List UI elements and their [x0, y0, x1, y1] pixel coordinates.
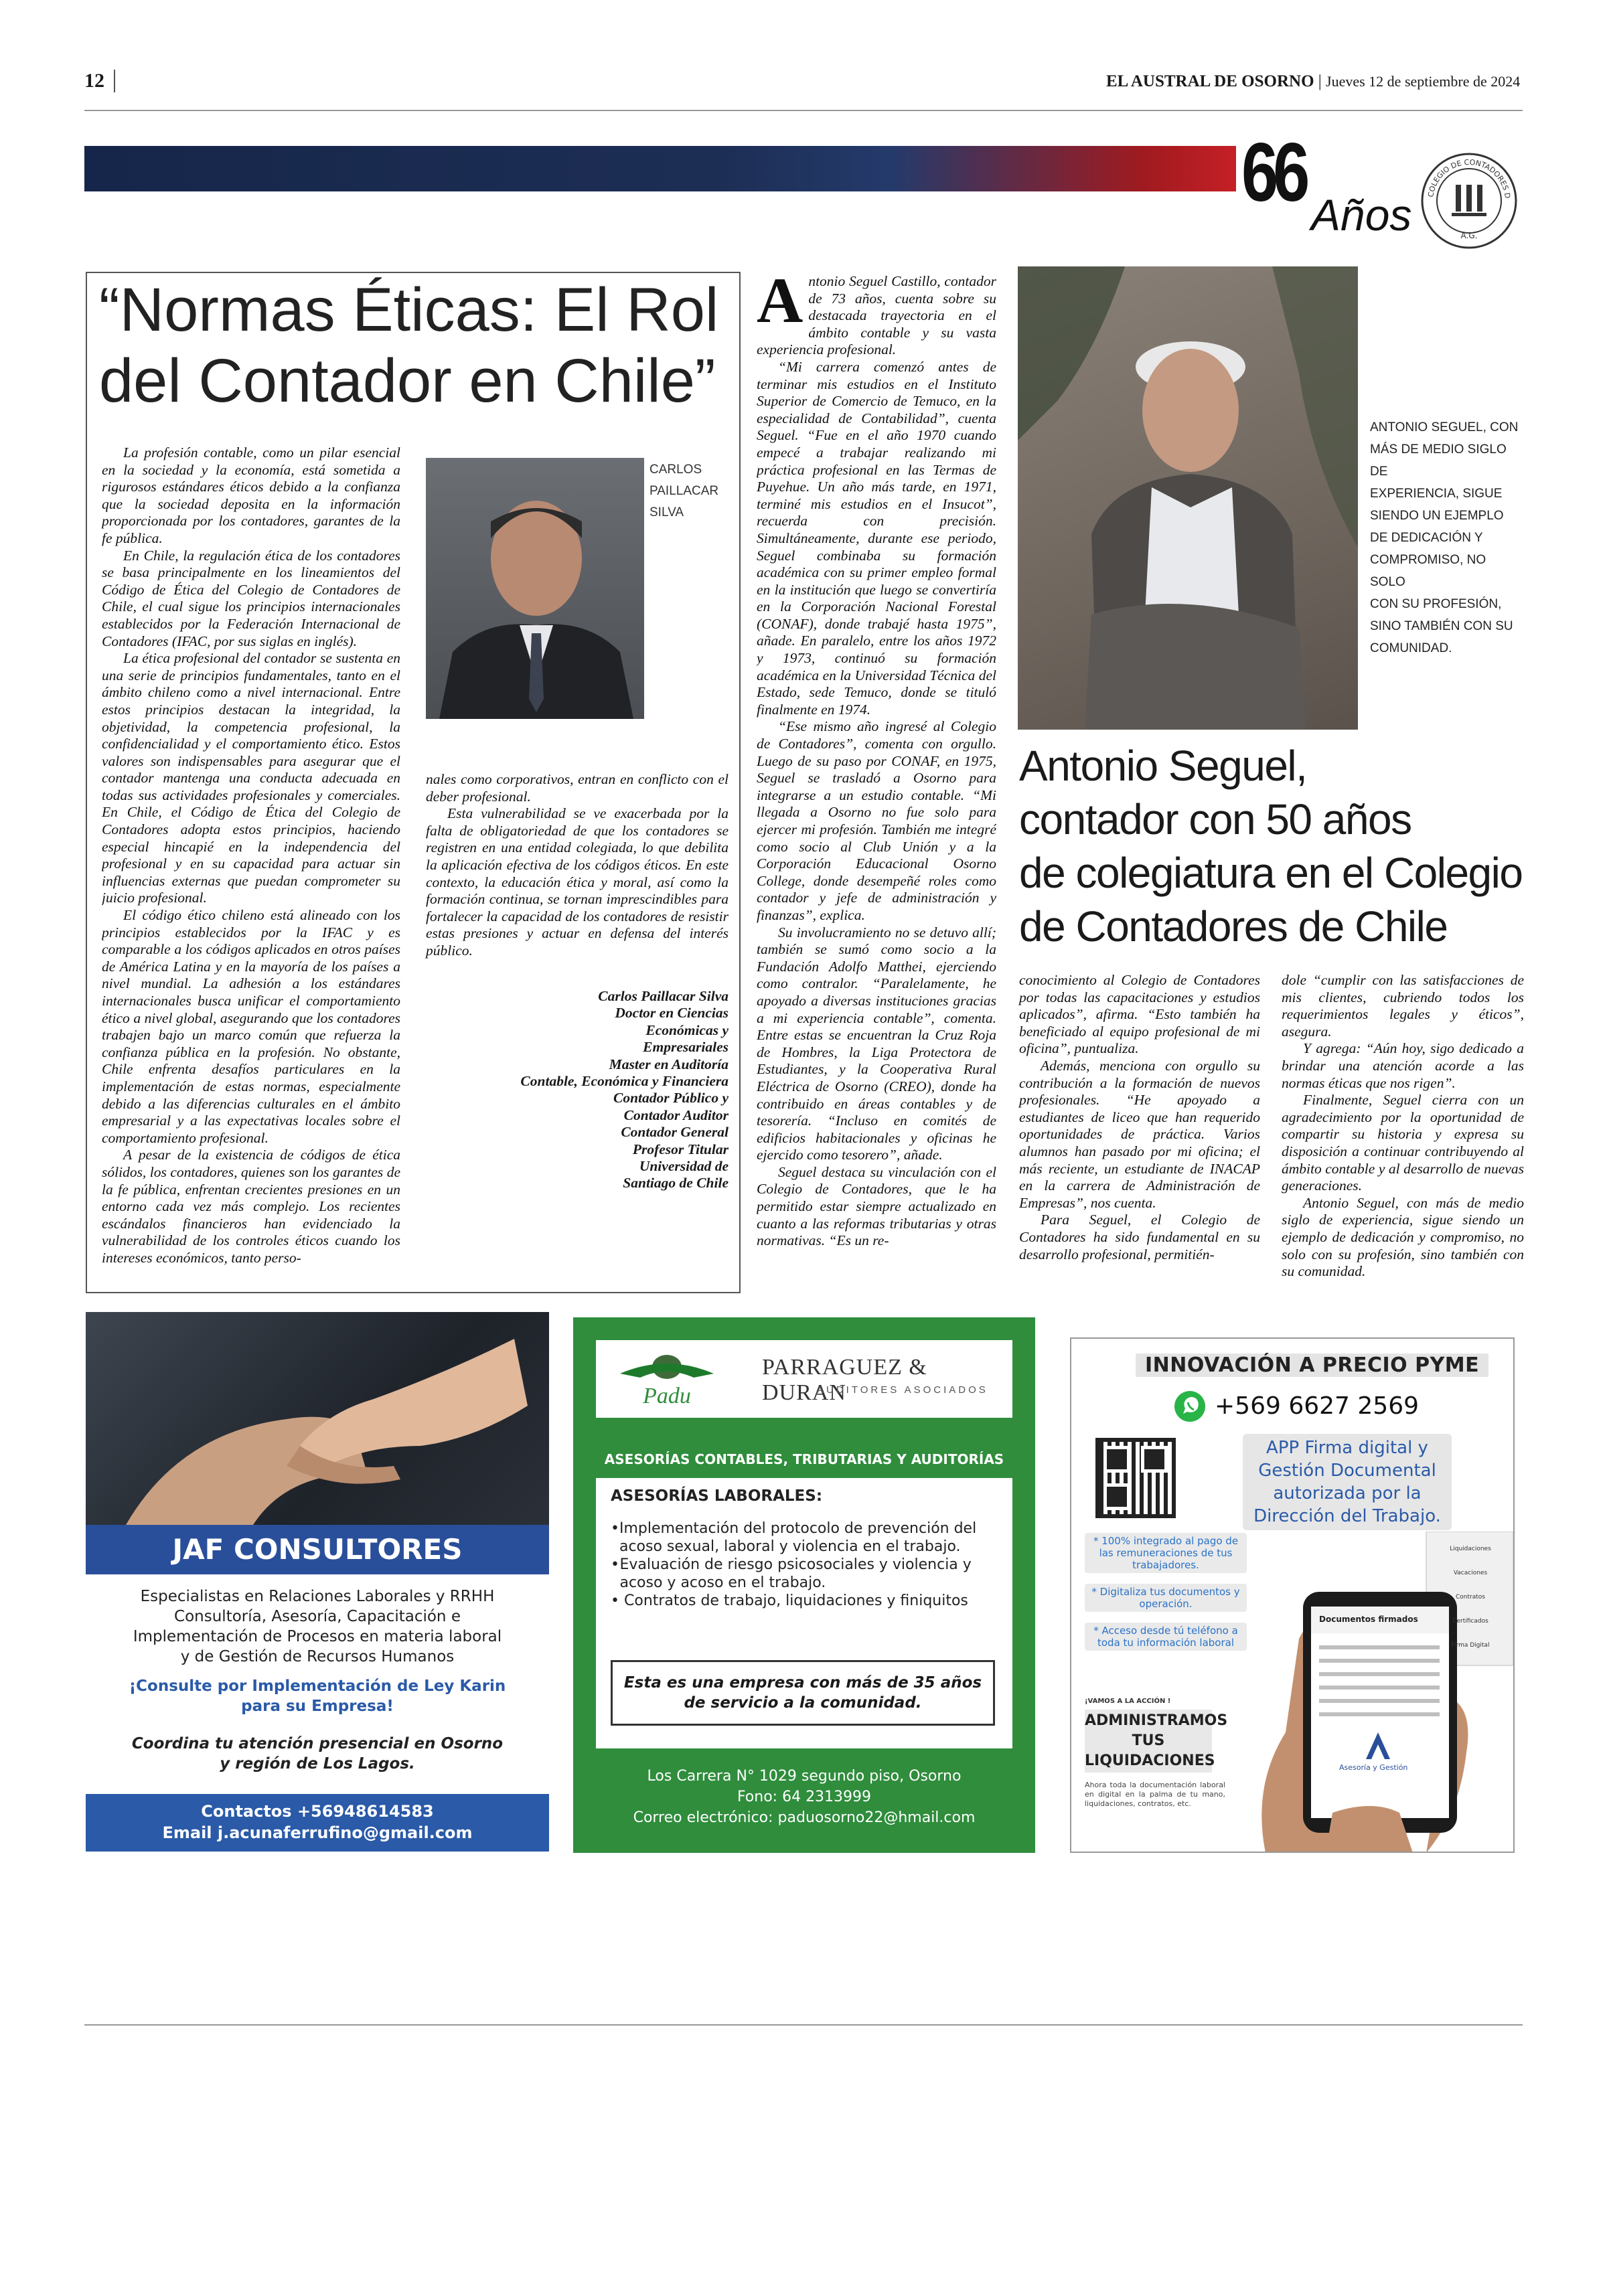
opinion-paragraph: A pesar de la existencia de códigos de ética sólidos, los contadores, quienes son los garantes de la fe pública, enfrentan crecientes presiones en un entorno cada vez más complejo. Los recientes escándalos financieros han evidenciado la vulnerabilidad de los controles éticos cuando los intereses económicos, tanto perso-: [102, 1147, 400, 1266]
opinion-paragraph: El código ético chileno está alineado con los principios establecidos por la IFAC y es comparable a los códigos aplicados en otros países de América Latina y en la mayoría de los países a nivel mundial. La adhesión a los estándares internacionales busca unificar el comportamiento ético a nivel global, asegurando que los contadores trabajen bajo un marco común que refuerza la confianza pública en la profesión. No obstante, Chile enfrenta desafíos particulares en la implementación de estas normas, especialmente debido a las diferencias culturales en el ámbito empresarial y a las expectativas locales sobre el comportamiento profesional.: [102, 907, 400, 1146]
ad-jaf-consultores: [86, 1312, 549, 1852]
phone-side-item: Contratos: [1456, 1594, 1485, 1601]
firma-whatsapp-number: +569 6627 2569: [1215, 1392, 1419, 1420]
feature-column-2: [1019, 972, 1260, 1263]
jaf-coordination: [86, 1734, 549, 1774]
headline-line: de Contadores de Chile: [1019, 902, 1448, 951]
opinion-signature: [469, 988, 729, 1192]
padu-firm-sub: AUDITORES ASOCIADOS: [817, 1384, 988, 1396]
firma-call-small: ¡VAMOS A LA ACCIÓN !: [1085, 1698, 1171, 1705]
caption-line: COMPROMISO, NO SOLO: [1370, 553, 1486, 589]
feature-paragraph: Su involucramiento no se detuvo allí; también se sumó como socio a la Fundación Adolfo Matthei, ejerciendo como contralor. “Paralelamente, he apoyado a diversas instituciones gracias a mi experiencia contable”, comenta. Entre estas se encuentran la Cruz Roja de Hombres, la Liga Protectora de Estudiantes, y la Cooperativa Rural Eléctrica de Osorno (CREO), donde ha contribuido en áreas contables y de tesorería. “Incluso en comités de edificios habitacionales y oficinas he ejercido como tesorero”, añade.: [757, 924, 996, 1163]
header-rule: [84, 110, 1523, 111]
headline-line: contador con 50 años: [1019, 795, 1411, 843]
opinion-paragraph: nales como corporativos, entran en conflicto con el deber profesional.: [426, 771, 729, 805]
qr-code: [1095, 1438, 1176, 1518]
headline-line: Antonio Seguel,: [1019, 742, 1307, 790]
firma-admin-line: TUS: [1132, 1732, 1165, 1749]
feature-paragraph: conocimiento al Colegio de Contadores por todas las capacitaciones y estudios aplicados”, afirma. “Esto también ha beneficiado al equipo profesional de mi oficina”, puntualiza.: [1019, 972, 1260, 1057]
jaf-email: Email j.acunaferrufino@gmail.com: [162, 1823, 473, 1842]
opinion-title: [99, 274, 742, 416]
jaf-cta-line: ¡Consulte por Implementación de Ley Karin: [129, 1677, 506, 1695]
padu-services-bar: ASESORÍAS CONTABLES, TRIBUTARIAS Y AUDITORÍAS: [604, 1451, 1004, 1467]
carlos-paillacar-photo: [426, 458, 644, 719]
phone-illustration: [1225, 1532, 1513, 1853]
jaf-cta-line: para su Empresa!: [241, 1698, 394, 1715]
signature-line: Profesor Titular: [632, 1141, 729, 1157]
phone-header-text: Documentos firmados: [1319, 1615, 1418, 1624]
feature-paragraph: Y agrega: “Aún hoy, sigo dedicado a brindar una atención acorde a las normas éticas que nos rigen”.: [1282, 1040, 1524, 1091]
padu-labor-title: ASESORÍAS LABORALES:: [611, 1487, 823, 1505]
publication-name: EL AUSTRAL DE OSORNO | Jueves 12 de septiembre de 2024: [1106, 72, 1521, 90]
feature-paragraph: Antonio Seguel, con más de medio siglo de experiencia, sigue siendo un ejemplo de dedicación y compromiso, no solo con su profesión, sino también con su comunidad.: [1282, 1194, 1524, 1280]
jaf-desc-line: Implementación de Procesos en materia laboral: [133, 1628, 502, 1645]
opinion-column-1: [102, 444, 400, 1287]
opinion-title-line2: del Contador en Chile”: [99, 347, 716, 415]
signature-line: Carlos Paillacar Silva: [598, 988, 729, 1004]
jaf-description: [86, 1586, 549, 1667]
firma-footnote: Ahora toda la documentación laboral en digital en la palma de tu mano, liquidaciones, contratos, etc.: [1085, 1781, 1225, 1808]
firma-admin-line: ADMINISTRAMOS: [1085, 1712, 1228, 1729]
opinion-paragraph: Esta vulnerabilidad se ve exacerbada por la falta de obligatoriedad de que los contadores se registren en una entidad colegiada, lo que debilita la aplicación efectiva de los códigos éticos. En este contexto, la educación ética y moral, así como la formación continua, se tornan imprescindibles para fortalecer la capacidad de los contadores de resistir estas presiones y actuar en defensa del interés público.: [426, 805, 729, 959]
publication-date: Jueves 12 de septiembre de 2024: [1326, 73, 1521, 90]
opinion-paragraph: En Chile, la regulación ética de los contadores se basa principalmente en los lineamientos del Código de Ética del Colegio de Contadores de Chile, el cual sigue los principios internacionales establecidos por la Federación Internacional de Contadores (IFAC, por sus siglas en inglés).: [102, 547, 400, 649]
signature-line: Económicas y: [645, 1021, 729, 1038]
jaf-coord-line: y región de Los Lagos.: [220, 1755, 415, 1773]
signature-line: Contador Auditor: [623, 1106, 729, 1123]
signature-line: Universidad de: [639, 1158, 729, 1175]
caption-line: DE DEDICACIÓN Y: [1370, 531, 1483, 545]
firma-features: [1085, 1533, 1247, 1651]
firma-app-line: APP Firma digital y: [1266, 1438, 1428, 1458]
feature-paragraph: Finalmente, Seguel cierra con un agradecimiento por la oportunidad de compartir su historia y expresa su disposición a continuar contribuyendo al ámbito contable y al desarrollo de nuevas generaciones.: [1282, 1092, 1524, 1194]
feature-paragraph: Antonio Seguel Castillo, contador de 73 años, cuenta sobre su destacada trayectoria en el ámbito contable y su vasta experiencia profesional.: [757, 273, 996, 358]
padu-bullet: • Implementación del protocolo de prevención del acoso sexual, laboral y violencia en el trabajo.: [611, 1520, 977, 1555]
opinion-paragraph: La profesión contable, como un pilar esencial en la sociedad y la economía, está sometida a rigurosos estándares éticos debido a la confianza que la sociedad deposita en la información proporcionada por los contadores, garantes de la fe pública.: [102, 444, 400, 546]
feature-headline: [1019, 739, 1528, 953]
jaf-coord-line: Coordina tu atención presencial en Osorno: [131, 1735, 504, 1752]
firma-feature: * Acceso desde tú teléfono a toda tu información laboral: [1085, 1623, 1247, 1651]
firma-headline: INNOVACIÓN A PRECIO PYME: [1136, 1354, 1488, 1377]
feature-dropcap: A: [757, 273, 804, 336]
caption-line: COMUNIDAD.: [1370, 641, 1452, 655]
feature-column-3: [1282, 972, 1524, 1281]
feature-column-1: [757, 273, 996, 1293]
svg-text:A.G.: A.G.: [1460, 231, 1478, 240]
whatsapp-icon: [1173, 1390, 1207, 1423]
phone-side-item: Liquidaciones: [1450, 1546, 1491, 1552]
ad-parraguez-duran: [573, 1317, 1035, 1853]
signature-line: Contable, Económica y Financiera: [520, 1073, 729, 1090]
padu-logo-word: Padu: [643, 1384, 691, 1408]
padu-labor-panel: [596, 1478, 1012, 1748]
caption-line: SINO TAMBIÉN CON SU: [1370, 619, 1513, 633]
padu-bullet: • Evaluación de riesgo psicosociales y violencia y acoso y acoso en el trabajo.: [611, 1556, 972, 1591]
padu-address: Los Carrera N° 1029 segundo piso, Osorno: [647, 1768, 962, 1785]
ad-firma-digital: [1070, 1337, 1515, 1853]
carlos-photo-caption: [649, 459, 718, 523]
caption-line: CARLOS: [649, 463, 702, 477]
padu-bullet: • Contratos de trabajo, liquidaciones y finiquitos: [611, 1592, 968, 1609]
jaf-title-bar: JAF CONSULTORES: [86, 1525, 549, 1574]
firma-app-line: Gestión Documental: [1258, 1461, 1436, 1481]
feature-paragraph: “Ese mismo año ingresé al Colegio de Contadores”, comenta con orgullo. Luego de su paso por CONAF, en 1975, Seguel se trasladó a Osorno para integrarse a un estudio contable. “Mi llegada a Osorno no fue solo para ejercer mi profesión. También me integré como socio al Club Unión y a la Corporación Educacional Osorno College, donde desempeñé roles como contador y jefe de administración y finanzas”, explica.: [757, 718, 996, 923]
page-number: 12: [84, 70, 104, 92]
padu-bullet-list: [611, 1520, 999, 1610]
phone-logo-text: Asesoría y Gestión: [1339, 1763, 1408, 1772]
jaf-phone: Contactos +56948614583: [201, 1802, 434, 1821]
anniversary-number: 66: [1241, 127, 1305, 219]
padu-firm-name: PARRAGUEZ & DURAN: [762, 1355, 927, 1405]
phone-side-item: Firma Digital: [1451, 1642, 1490, 1649]
firma-app-line: autorizada por la: [1273, 1483, 1422, 1503]
caption-line: MÁS DE MEDIO SIGLO DE: [1370, 442, 1507, 479]
phone-side-item: Certificados: [1452, 1618, 1488, 1625]
firma-admin-line: LIQUIDACIONES: [1085, 1752, 1215, 1769]
opinion-column-2: [426, 771, 729, 960]
signature-line: Santiago de Chile: [623, 1175, 729, 1192]
headline-line: de colegiatura en el Colegio: [1019, 849, 1523, 897]
page-number-divider: [114, 70, 115, 92]
phone-side-item: Vacaciones: [1453, 1570, 1488, 1576]
firma-feature: * Digitaliza tus documentos y operación.: [1085, 1584, 1247, 1612]
jaf-desc-line: y de Gestión de Recursos Humanos: [180, 1648, 455, 1665]
jaf-desc-line: Especialistas en Relaciones Laborales y RRHH: [140, 1588, 495, 1605]
jaf-contact-bar: [86, 1794, 549, 1852]
feature-paragraph: Para Seguel, el Colegio de Contadores ha sido fundamental en su desarrollo profesional, permitién-: [1019, 1212, 1260, 1262]
antonio-seguel-photo: [1018, 266, 1358, 730]
svg-text:COLEGIO DE CONTADORES DE CHILE: COLEGIO DE CONTADORES D: [1426, 157, 1512, 199]
jaf-desc-line: Consultoría, Asesoría, Capacitación e: [174, 1608, 461, 1625]
feature-paragraph: Seguel destaca su vinculación con el Colegio de Contadores, que le ha permitido estar siempre actualizado en cuanto a las reformas tributarias y otras normativas. “Es un re-: [757, 1163, 996, 1249]
padu-experience-box: [611, 1660, 995, 1726]
caption-line: PAILLACAR: [649, 484, 719, 498]
caption-line: SIENDO UN EJEMPLO: [1370, 509, 1504, 523]
signature-line: Contador Público y: [613, 1090, 729, 1106]
padu-contact: [573, 1766, 1035, 1828]
bottom-rule: [84, 2024, 1523, 2026]
padu-logo-panel: [596, 1340, 1012, 1418]
section-banner-bar: [84, 146, 1236, 191]
signature-line: Doctor en Ciencias: [615, 1005, 729, 1021]
firma-app-line: Dirección del Trabajo.: [1253, 1506, 1441, 1526]
handshake-photo: [86, 1312, 549, 1525]
phone-side-menu: [1430, 1537, 1511, 1657]
anniversary-word: Años: [1311, 190, 1412, 240]
firma-feature: * 100% integrado al pago de las remuneraciones de tus trabajadores.: [1085, 1533, 1247, 1573]
padu-logo-icon: [613, 1347, 720, 1411]
padu-experience-line: de servicio a la comunidad.: [684, 1694, 922, 1712]
opinion-title-line1: “Normas Éticas: El Rol: [99, 276, 719, 344]
signature-line: Master en Auditoría: [609, 1056, 729, 1072]
feature-paragraph: dole “cumplir con las satisfacciones de mis clientes, cubriendo todos los requerimientos legales y éticos”, asegura.: [1282, 972, 1524, 1040]
jaf-cta: [86, 1676, 549, 1716]
opinion-paragraph: La ética profesional del contador se sustenta en una serie de principios fundamentales, tanto en el ámbito chileno como a nivel internacional. Entre estos principios destacan la integridad, la objetividad, la competencia profesional, la confidencialidad y el comportamiento ético. Estos valores son indispensables para asegurar que el contador mantenga una conducta adecuada en todas sus actividades profesionales y comerciales. En Chile, el Código de Ética del Colegio de Contadores adopta estos principios, haciendo especial hincapié en la independencia del profesional y en su capacidad para actuar sin influencias externas que puedan comprometer su juicio profesional.: [102, 650, 400, 906]
signature-line: Contador General: [621, 1124, 729, 1141]
caption-line: EXPERIENCIA, SIGUE: [1370, 487, 1503, 501]
caption-line: ANTONIO SEGUEL, CON: [1370, 420, 1519, 434]
antonio-photo-caption: [1370, 416, 1524, 659]
publication-title: EL AUSTRAL DE OSORNO: [1106, 72, 1314, 90]
signature-line: Empresariales: [643, 1039, 729, 1056]
padu-experience-line: Esta es una empresa con más de 35 años: [623, 1674, 982, 1692]
firma-app-box: [1243, 1434, 1452, 1530]
firma-admin-box: [1085, 1710, 1228, 1773]
caption-line: SILVA: [649, 505, 684, 519]
colegio-seal-icon: [1420, 151, 1519, 250]
caption-line: CON SU PROFESIÓN,: [1370, 597, 1502, 611]
feature-paragraph: Además, menciona con orgullo su contribución a la formación de nuevos profesionales. “He apoyado a estudiantes de liceo que han requerido oportunidades de práctica. Varios alumnos han pasado por mi oficina; el más reciente, un estudiante de INACAP en la carrera de Administración de Empresas”, nos cuenta.: [1019, 1057, 1260, 1211]
padu-phone: Fono: 64 2313999: [737, 1789, 872, 1805]
feature-paragraph: “Mi carrera comenzó antes de terminar mis estudios en el Instituto Superior de Comercio de Temuco, en la especialidad de Contabilidad”, cuenta Seguel. “Fue en el año 1970 cuando empecé a trabajar realizando mi práctica profesional en las Termas de Puyehue. Un año más tarde, en 1971, terminé mis estudios en el Insucot”, recuerda con precisión. Simultáneamente, durante ese periodo, Seguel combinaba su formación académica con su primer empleo formal en la institución que luego se convertiría en la Corporación Nacional Forestal (CONAF), donde trabajé hasta 1975”, añade. En paralelo, entre los años 1972 y 1973, continuó su formación académica en la Universidad Técnica del Estado, sede Temuco, donde se tituló finalmente en 1974.: [757, 358, 996, 718]
padu-email: Correo electrónico: paduosorno22@hmail.com: [633, 1809, 976, 1826]
